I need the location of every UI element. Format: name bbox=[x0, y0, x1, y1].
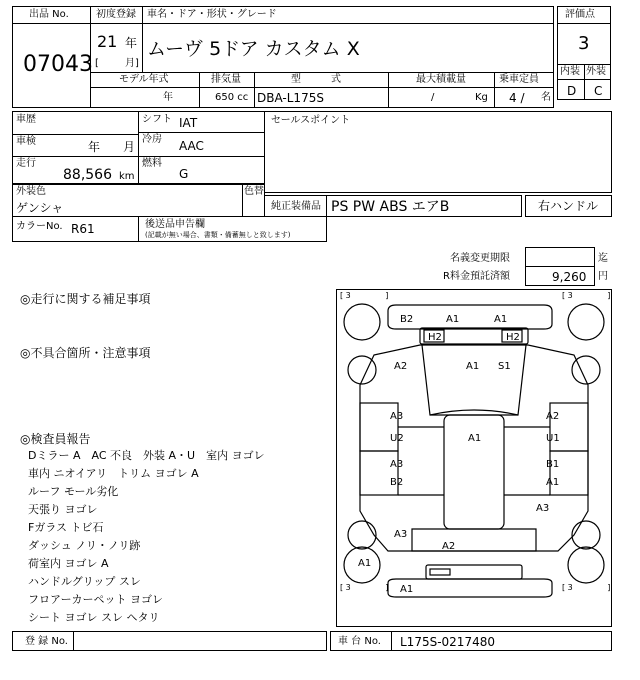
report-line: 天張り ヨゴレ bbox=[28, 503, 98, 516]
mileage-label: 走行 bbox=[16, 158, 36, 169]
code-fender-left: A2 bbox=[394, 361, 408, 372]
mileage-unit: km bbox=[119, 171, 135, 182]
exterior-value-cell bbox=[584, 79, 611, 100]
displacement-value: 650 cc bbox=[215, 92, 249, 103]
wheel-rear-right-inner bbox=[572, 521, 600, 549]
corner-label-br: [ 3 ] bbox=[562, 583, 611, 592]
post-declaration-note: (記載が無い場合、書類・備蓄無しと致します) bbox=[145, 231, 291, 239]
code-hood-left: A1 bbox=[466, 361, 480, 372]
first-reg-month-unit: 月] bbox=[125, 58, 139, 69]
first-reg-label: 初度登録 bbox=[96, 9, 136, 20]
recycle-unit: 円 bbox=[598, 271, 608, 282]
capacity-value: 4 / bbox=[509, 91, 525, 105]
report-line: 車内 ニオイアリ トリム ヨゴレ A bbox=[28, 467, 199, 480]
car-name: ムーヴ 5ドア カスタム X bbox=[147, 38, 360, 60]
code-rear-door-right-2: A1 bbox=[546, 477, 560, 488]
reg-no-label: 登 録 No. bbox=[25, 636, 68, 647]
aircon-cell bbox=[138, 132, 265, 157]
code-front-door-right-2: U1 bbox=[546, 433, 560, 444]
rear-plate-area bbox=[426, 565, 522, 579]
capacity-unit: 名 bbox=[541, 92, 551, 103]
back-door bbox=[412, 529, 536, 551]
interior-label: 内装 bbox=[560, 66, 580, 77]
lot-number: 07043 bbox=[23, 52, 93, 77]
code-rear-bumper: A1 bbox=[400, 584, 414, 595]
inspection-month: 月 bbox=[123, 140, 136, 154]
equipment-value: PS PW ABS エアB bbox=[331, 199, 450, 215]
code-rear-door-left-1: A3 bbox=[390, 459, 404, 470]
shift-value: IAT bbox=[179, 116, 198, 130]
chassis-value-cell bbox=[391, 631, 612, 651]
first-reg-cell bbox=[90, 23, 143, 73]
first-reg-month-open: [ bbox=[95, 58, 99, 69]
first-reg-label-cell bbox=[90, 6, 143, 24]
damage-diagram bbox=[336, 289, 612, 627]
spec-label-row bbox=[90, 72, 554, 88]
color-no-value: R61 bbox=[71, 222, 95, 236]
color-change-cell bbox=[242, 184, 265, 217]
exterior-value: C bbox=[594, 84, 603, 98]
defects-heading: ◎不具合箇所・注意事項 bbox=[20, 346, 151, 360]
handle-cell bbox=[525, 195, 612, 217]
report-line: 荷室内 ヨゴレ A bbox=[28, 557, 109, 570]
report-line: Dミラー A AC 不良 外装 A・U 室内 ヨゴレ bbox=[28, 449, 265, 462]
first-reg-year: 21 bbox=[97, 32, 118, 51]
corner-label-bl: [ 3 ] bbox=[340, 583, 389, 592]
name-change-unit: 迄 bbox=[598, 253, 608, 264]
color-no-label: カラーNo. bbox=[16, 221, 63, 232]
car-name-label: 車名・ドア・形状・グレード bbox=[147, 9, 277, 20]
grade-label: 評価点 bbox=[565, 9, 595, 20]
reg-no-label-cell bbox=[12, 631, 74, 651]
windshield bbox=[430, 410, 518, 415]
type-value: DBA-L175S bbox=[257, 91, 324, 105]
aircon-label: 冷房 bbox=[142, 134, 162, 145]
color-no-cell bbox=[12, 216, 139, 242]
inspection-year: 年 bbox=[88, 140, 101, 154]
recycle-value-cell bbox=[525, 266, 595, 286]
mileage-cell bbox=[12, 156, 139, 184]
wheel-rear-right bbox=[568, 547, 604, 583]
model-year-unit: 年 bbox=[163, 92, 173, 103]
code-roof: A1 bbox=[468, 433, 482, 444]
recycle-value: 9,260 bbox=[552, 270, 587, 284]
grade-value: 3 bbox=[578, 33, 590, 54]
code-bumper-front-mid: A1 bbox=[446, 314, 460, 325]
shift-cell bbox=[138, 111, 265, 133]
equipment-value-cell bbox=[326, 195, 522, 217]
wheel-front-right bbox=[568, 304, 604, 340]
spec-value-row bbox=[90, 87, 554, 108]
capacity-label: 乗車定員 bbox=[499, 74, 539, 85]
corner-label-tr: [ 3 ] bbox=[562, 291, 611, 300]
rear-door-right bbox=[550, 451, 588, 495]
report-line: ハンドルグリップ スレ bbox=[28, 575, 141, 588]
report-line: シート ヨゴレ スレ ヘタリ bbox=[28, 611, 160, 624]
grade-value-cell bbox=[557, 23, 611, 65]
code-headlight-left: H2 bbox=[428, 332, 442, 343]
mileage-value: 88,566 bbox=[63, 167, 112, 183]
driving-heading: ◎走行に関する補足事項 bbox=[20, 292, 151, 306]
wheel-front-left bbox=[344, 304, 380, 340]
name-change-label: 名義変更期限 bbox=[450, 253, 510, 264]
post-declaration-label: 後送品申告欄 bbox=[145, 219, 205, 230]
exterior-label-cell bbox=[584, 64, 611, 80]
history-label: 車歴 bbox=[16, 114, 36, 125]
inspection-label: 車検 bbox=[16, 136, 36, 147]
exterior-color-value: ゲンシャ bbox=[16, 201, 64, 215]
code-back-door: A2 bbox=[442, 541, 456, 552]
exterior-label: 外装 bbox=[586, 66, 606, 77]
post-declaration-cell bbox=[138, 216, 327, 242]
code-front-door-left-2: U2 bbox=[390, 433, 404, 444]
inspection-cell bbox=[12, 134, 139, 157]
max-load-value: / bbox=[431, 92, 435, 103]
lot-label-cell bbox=[12, 6, 91, 24]
fuel-cell bbox=[138, 156, 265, 184]
lot-label: 出品 No. bbox=[29, 9, 69, 20]
max-load-unit: Kg bbox=[475, 92, 488, 103]
grade-label-cell bbox=[557, 6, 611, 24]
interior-value: D bbox=[567, 84, 577, 98]
code-rear-door-left-2: B2 bbox=[390, 477, 404, 488]
code-headlight-right: H2 bbox=[506, 332, 520, 343]
report-line: ルーフ モール劣化 bbox=[28, 485, 119, 498]
name-change-value-cell bbox=[525, 247, 595, 267]
handle-value: 右ハンドル bbox=[538, 199, 599, 213]
color-change-label: 色替 bbox=[244, 186, 264, 197]
report-line: ダッシュ ノリ・ノリ跡 bbox=[28, 539, 141, 552]
report-lines bbox=[28, 447, 328, 627]
code-rear-door-right-1: B1 bbox=[546, 459, 560, 470]
exterior-color-cell bbox=[12, 184, 243, 217]
recycle-label: R料金預託済額 bbox=[443, 271, 510, 282]
code-bumper-front-right: A1 bbox=[494, 314, 508, 325]
code-rear-wheel-left: A1 bbox=[358, 558, 372, 569]
code-hood-right: S1 bbox=[498, 361, 511, 372]
chassis-label-cell bbox=[330, 631, 392, 651]
code-front-door-right-1: A2 bbox=[546, 411, 560, 422]
hood bbox=[422, 345, 526, 415]
fuel-value: G bbox=[179, 167, 189, 181]
wheel-rear-left-inner bbox=[348, 521, 376, 549]
report-line: Fガラス トビ石 bbox=[28, 521, 104, 534]
rear-door-left bbox=[360, 451, 398, 495]
inspector-heading: ◎検査員報告 bbox=[20, 432, 91, 446]
first-reg-year-unit: 年 bbox=[125, 36, 138, 50]
equipment-label: 純正装備品 bbox=[271, 201, 321, 212]
max-load-label: 最大積載量 bbox=[416, 74, 466, 85]
car-name-cell bbox=[142, 23, 554, 73]
code-quarter-right: A3 bbox=[536, 503, 550, 514]
displacement-label: 排気量 bbox=[211, 74, 241, 85]
exterior-color-label: 外装色 bbox=[16, 186, 46, 197]
interior-value-cell bbox=[557, 79, 585, 100]
type-label: 型 式 bbox=[291, 74, 341, 85]
fuel-label: 燃料 bbox=[142, 158, 162, 169]
report-line: フロアーカーペット ヨゴレ bbox=[28, 593, 163, 606]
sales-point-cell bbox=[264, 111, 612, 193]
code-front-door-left-1: A3 bbox=[390, 411, 404, 422]
sales-point-label: セールスポイント bbox=[271, 115, 351, 126]
code-bumper-front-left: B2 bbox=[400, 314, 414, 325]
aircon-value: AAC bbox=[179, 139, 204, 153]
equipment-label-cell bbox=[264, 195, 327, 217]
corner-label-tl: [ 3 ] bbox=[340, 291, 389, 300]
chassis-value: L175S-0217480 bbox=[400, 635, 495, 649]
model-year-label: モデル年式 bbox=[119, 74, 169, 85]
car-name-label-cell bbox=[142, 6, 554, 24]
chassis-label: 車 台 No. bbox=[338, 636, 381, 647]
shift-label: シフト bbox=[142, 114, 172, 125]
lot-number-cell bbox=[12, 23, 91, 108]
code-quarter-left: A3 bbox=[394, 529, 408, 540]
interior-label-cell bbox=[557, 64, 585, 80]
reg-no-value-cell bbox=[73, 631, 327, 651]
body-outline bbox=[360, 345, 588, 551]
